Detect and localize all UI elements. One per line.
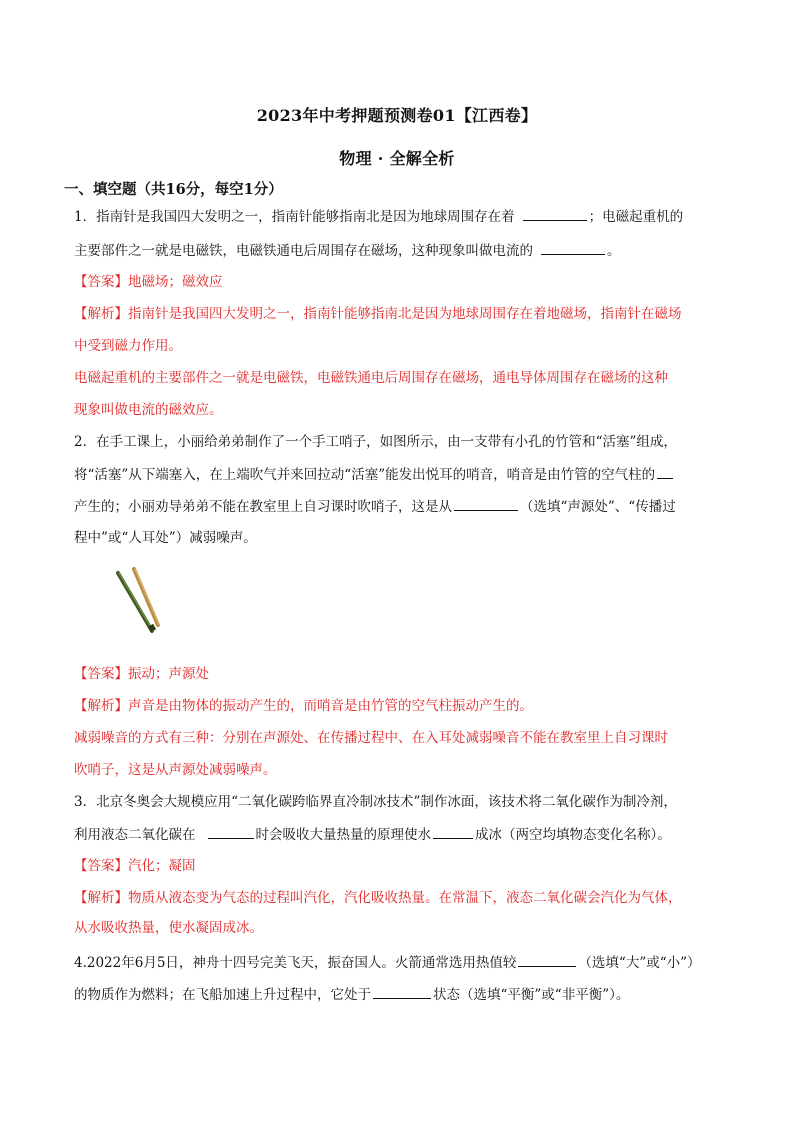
bamboo-whistle-icon — [110, 565, 170, 635]
q4-text: 的物质作为燃料；在飞船加速上升过程中，它处于 — [74, 987, 371, 1003]
q1-text: 1．指南针是我国四大发明之一，指南针能够指南北是因为地球周围存在着 — [74, 209, 515, 225]
analysis-text: 声音是由物体的振动产生的，而哨音是由竹管的空气柱振动产生的。 — [128, 698, 533, 714]
q1-line-2 — [74, 240, 734, 261]
analysis-tag: 【解析】 — [74, 698, 128, 714]
section-heading: 一、填空题（共16分，每空1分） — [64, 181, 283, 198]
q3-analysis-2: 从水吸收热量，使水凝固成冰。 — [74, 920, 263, 936]
q3-text: 时会吸收大量热量的原理使水 — [255, 827, 431, 843]
q2-line-4: 程中”或“人耳处”）减弱噪声。 — [74, 530, 257, 546]
q3-text: 成冰（两空均填物态变化名称）。 — [475, 827, 671, 843]
q2-line-2 — [74, 464, 734, 485]
q3-blank-2[interactable] — [433, 824, 473, 839]
q4-line-1 — [74, 952, 734, 973]
q2-text: 产生的；小丽劝导弟弟不能在教室里上自习课时吹哨子，这是从 — [74, 499, 452, 515]
q2-line-3 — [74, 496, 734, 517]
q1-text: 主要部件之一就是电磁铁，电磁铁通电后周围存在磁场，这种现象叫做电流的 — [74, 243, 533, 259]
q1-analysis-2: 中受到磁力作用。 — [74, 338, 182, 354]
q4-text: （选填“大”或“小”） — [578, 955, 701, 971]
q2-analysis-3: 吹哨子，这是从声源处减弱噪声。 — [74, 762, 277, 778]
q2-blank-1[interactable] — [657, 464, 673, 479]
q4-blank-2[interactable] — [373, 984, 431, 999]
analysis-text: 指南针是我国四大发明之一，指南针能够指南北是因为地球周围存在着地磁场，指南针在磁场 — [128, 306, 682, 322]
q1-analysis-4: 现象叫做电流的磁效应。 — [74, 402, 223, 418]
q1-analysis-3: 电磁起重机的主要部件之一就是电磁铁，电磁铁通电后周围存在磁场，通电导体周围存在磁场的这种 — [74, 370, 668, 386]
q4-text: 4.2022年6月5日，神舟十四号完美飞天，振奋国人。火箭通常选用热值较 — [74, 955, 517, 971]
q1-text: 。 — [607, 243, 621, 259]
q4-text: 状态（选填“平衡”或“非平衡”）。 — [433, 987, 630, 1003]
q2-text: 将“活塞”从下端塞入，在上端吹气并来回拉动“活塞”能发出悦耳的哨音，哨音是由竹管的空气柱的 — [74, 467, 656, 483]
q3-blank-1[interactable] — [208, 824, 254, 839]
answer-tag: 【答案】 — [74, 274, 128, 290]
q1-answer — [74, 272, 734, 292]
q1-blank-1[interactable] — [523, 206, 587, 221]
answer-text: 汽化；凝固 — [128, 858, 196, 874]
answer-tag: 【答案】 — [74, 666, 128, 682]
q2-analysis-2: 减弱噪音的方式有三种：分别在声源处、在传播过程中、在入耳处减弱噪音不能在教室里上自习课时 — [74, 730, 668, 746]
analysis-text: 物质从液态变为气态的过程叫汽化，汽化吸收热量。在常温下，液态二氧化碳会汽化为气体， — [128, 890, 682, 906]
answer-text: 地磁场；磁效应 — [128, 274, 223, 290]
page-title: 2023年中考押题预测卷01【江西卷】 — [256, 106, 538, 125]
analysis-tag: 【解析】 — [74, 890, 128, 906]
q2-answer — [74, 664, 734, 684]
q1-blank-2[interactable] — [541, 240, 605, 255]
q2-text: （选填“声源处”、“传播过 — [520, 499, 676, 515]
q3-line-2 — [74, 824, 734, 845]
q4-line-2 — [74, 984, 734, 1005]
page-subtitle: 物理 · 全解全析 — [339, 149, 455, 168]
q1-text: ；电磁起重机的 — [588, 209, 684, 225]
analysis-tag: 【解析】 — [74, 306, 128, 322]
q3-line-1: 3．北京冬奥会大规模应用“二氧化碳跨临界直冷制冰技术”制作冰面，该技术将二氧化碳作为制冷剂， — [74, 794, 677, 810]
answer-tag: 【答案】 — [74, 858, 128, 874]
q2-line-1: 2．在手工课上，小丽给弟弟制作了一个手工哨子，如图所示，由一支带有小孔的竹管和“活塞”组成， — [74, 434, 677, 450]
q3-answer — [74, 856, 734, 876]
q3-text: 利用液态二氧化碳在 — [74, 827, 196, 843]
q2-blank-2[interactable] — [454, 496, 518, 511]
q1-analysis-1 — [74, 304, 734, 324]
q2-analysis-1 — [74, 696, 734, 716]
q1-line-1 — [74, 206, 734, 227]
answer-text: 振动；声源处 — [128, 666, 209, 682]
q4-blank-1[interactable] — [518, 952, 576, 967]
q3-analysis-1 — [74, 888, 734, 908]
